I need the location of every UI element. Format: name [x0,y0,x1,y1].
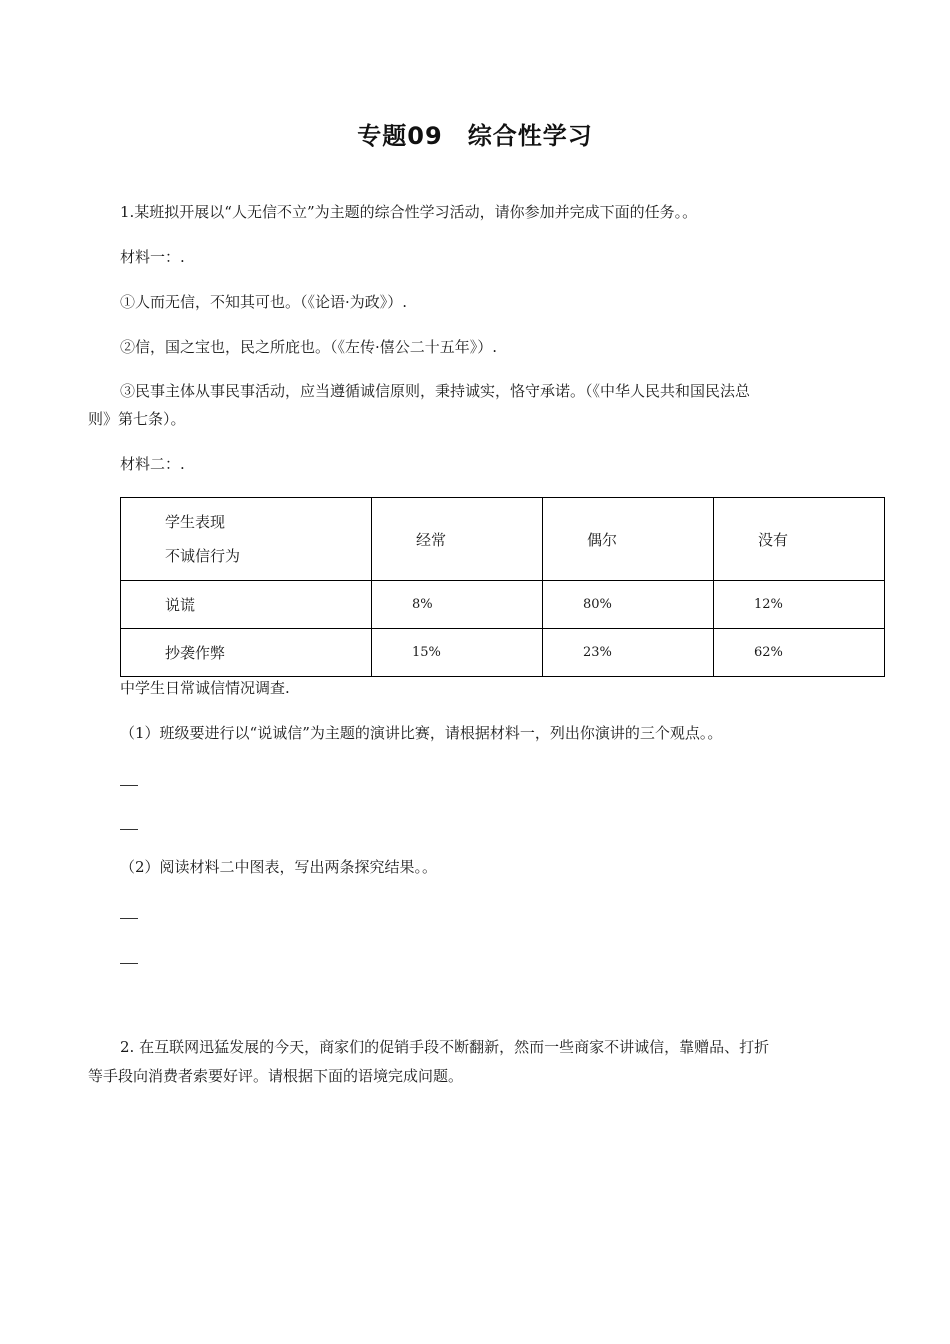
column-header-often: 经常 [372,498,543,581]
question-1-intro: 1.某班拟开展以“人无信不立”为主题的综合性学习活动，请你参加并完成下面的任务。。 [120,203,698,221]
answer-blank[interactable] [120,829,138,830]
table-cell: 15% [372,629,543,677]
table-cell: 12% [714,581,885,629]
table-corner-header [121,498,372,581]
sub-question-1: （1）班级要进行以“说诚信”为主题的演讲比赛，请根据材料一，列出你演讲的三个观点。。 [120,724,723,742]
material-2-label: 材料二：. [120,455,185,473]
material-1-label: 材料一：. [120,248,185,266]
survey-table [120,497,885,677]
material-1-item-3-line-1: ③民事主体从事民事活动，应当遵循诚信原则，秉持诚实，恪守承诺。（《中华人民共和国民法总 [120,382,751,400]
table-row [121,629,885,677]
row-label-lying: 说谎 [121,581,372,629]
material-1-item-3-line-2: 则》第七条）。 [88,410,186,428]
question-2-line-1: 2. 在互联网迅猛发展的今天，商家们的促销手段不断翻新，然而一些商家不讲诚信，靠赠品、打折 [120,1038,770,1056]
answer-blank[interactable] [120,785,138,786]
material-1-item-1: ①人而无信，不知其可也。（《论语·为政》）. [120,293,408,311]
question-2-line-2: 等手段向消费者索要好评。请根据下面的语境完成问题。 [88,1067,464,1085]
table-cell: 23% [543,629,714,677]
table-cell: 8% [372,581,543,629]
material-1-item-2: ②信，国之宝也，民之所庇也。（《左传·僖公二十五年》）. [120,338,498,356]
corner-header-top: 学生表现 [165,513,226,531]
page-title: 专题09 综合性学习 [357,122,593,150]
answer-blank[interactable] [120,963,138,964]
table-caption: 中学生日常诚信情况调查. [120,679,290,697]
table-header-row [121,498,885,581]
column-header-never: 没有 [714,498,885,581]
table-cell: 62% [714,629,885,677]
answer-blank[interactable] [120,918,138,919]
sub-question-2: （2）阅读材料二中图表，写出两条探究结果。。 [120,858,438,876]
table-cell: 80% [543,581,714,629]
row-label-cheating: 抄袭作弊 [121,629,372,677]
corner-header-bottom: 不诚信行为 [165,547,241,565]
column-header-sometimes: 偶尔 [543,498,714,581]
table-row [121,581,885,629]
